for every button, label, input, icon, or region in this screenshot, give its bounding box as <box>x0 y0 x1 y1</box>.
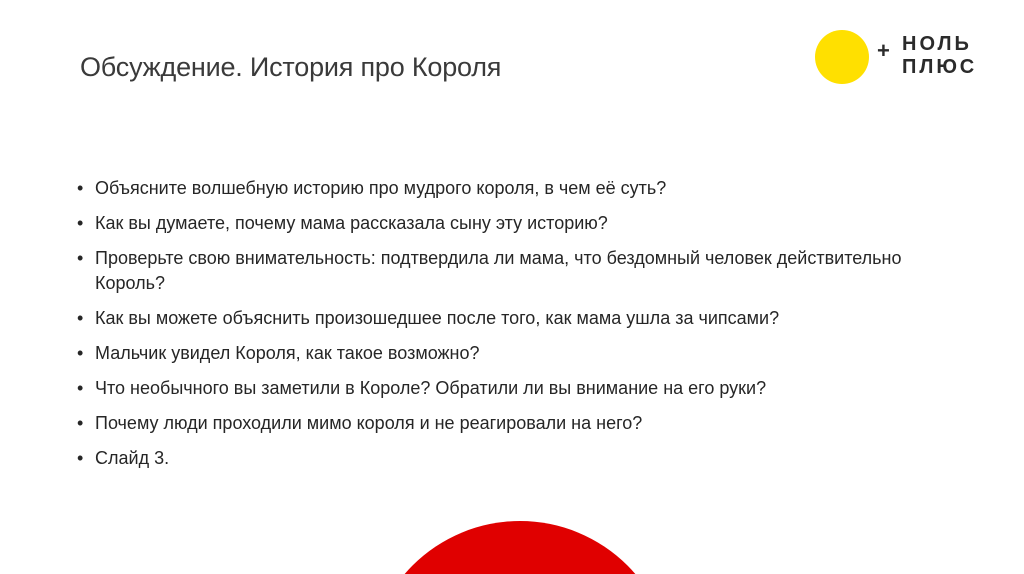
logo-plus: + <box>877 38 890 63</box>
bullet-icon: • <box>77 308 84 328</box>
list-item-text: Слайд 3. <box>95 448 170 468</box>
bullet-icon: • <box>77 213 84 233</box>
list-item <box>76 246 956 296</box>
logo-text-line1: НОЛЬ <box>902 33 972 55</box>
list-item <box>76 376 956 401</box>
list-item-text: Почему люди проходили мимо короля и не реагировали на него? <box>95 413 643 433</box>
list-item <box>76 176 956 201</box>
red-circle-decoration-icon <box>368 521 672 574</box>
list-item-text: Как вы можете объяснить произошедшее после того, как мама ушла за чипсами? <box>95 308 780 328</box>
logo-yellow-circle-icon <box>815 30 869 84</box>
bullet-list <box>76 176 956 481</box>
list-item <box>76 306 956 331</box>
list-item <box>76 341 956 366</box>
list-item-text: Мальчик увидел Короля, как такое возможно? <box>95 343 480 363</box>
bullet-icon: • <box>77 378 84 398</box>
logo-text-line2: ПЛЮС <box>902 56 978 78</box>
bullet-icon: • <box>77 343 84 363</box>
list-item <box>76 446 956 471</box>
bullet-icon: • <box>77 413 84 433</box>
list-item-text: Что необычного вы заметили в Короле? Обратили ли вы внимание на его руки? <box>95 378 767 398</box>
bullet-icon: • <box>77 248 84 268</box>
bullet-icon: • <box>77 448 84 468</box>
logo <box>815 30 995 88</box>
list-item <box>76 211 956 236</box>
list-item <box>76 411 956 436</box>
slide-title: Обсуждение. История про Короля <box>80 52 502 82</box>
list-item-text: Как вы думаете, почему мама рассказала сыну эту историю? <box>95 213 608 233</box>
logo-text <box>902 33 977 79</box>
list-item-text: Проверьте свою внимательность: подтвердила ли мама, что бездомный человек действительно Король? <box>95 248 902 293</box>
list-item-text: Объясните волшебную историю про мудрого короля, в чем её суть? <box>95 178 667 198</box>
bullet-icon: • <box>77 178 84 198</box>
